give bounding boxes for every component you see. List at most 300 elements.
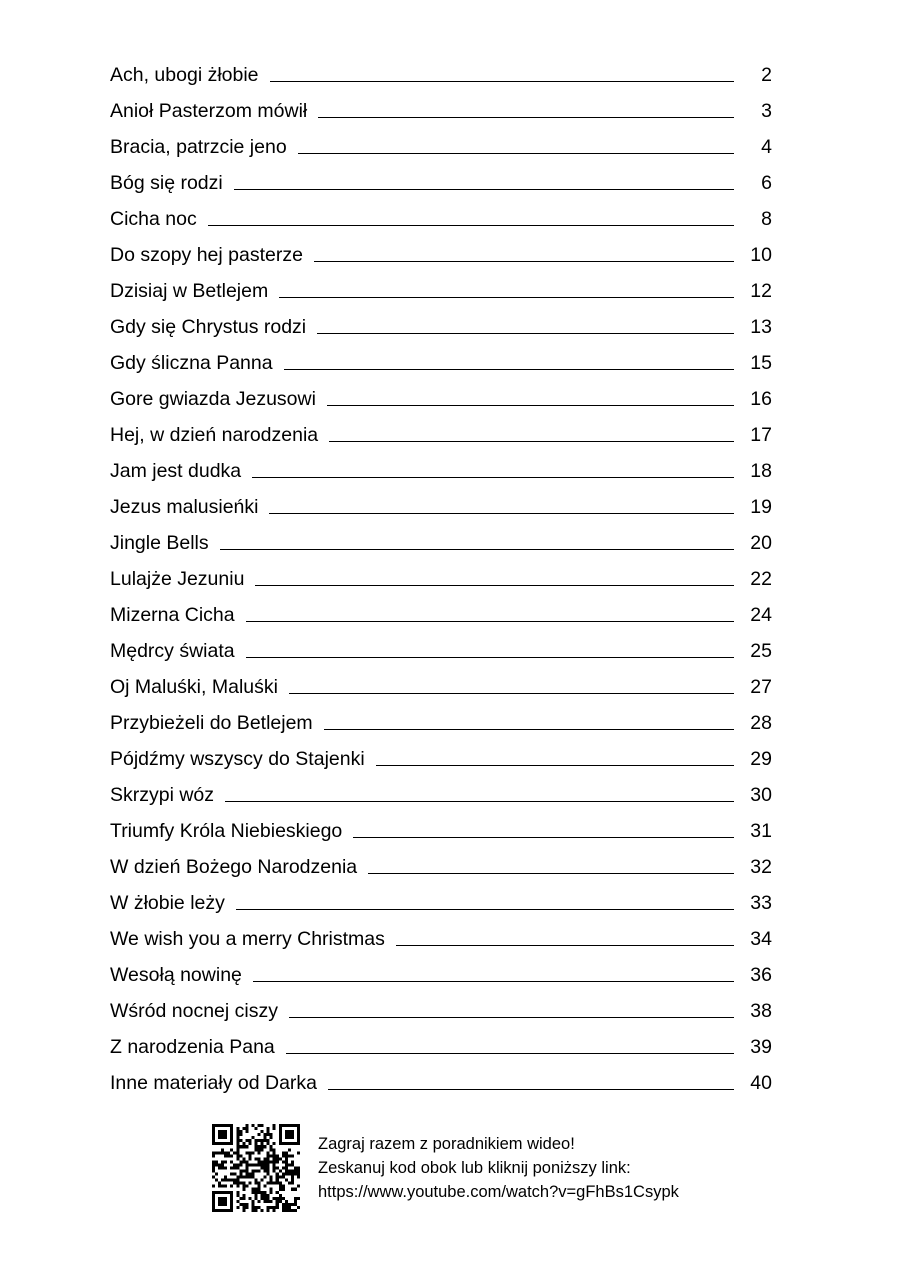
toc-entry[interactable] (110, 954, 772, 990)
qr-module (288, 1142, 291, 1145)
toc-entry-page: 33 (750, 891, 772, 914)
qr-module (285, 1209, 288, 1212)
qr-module (236, 1127, 239, 1130)
qr-module (242, 1182, 245, 1185)
qr-module (254, 1197, 257, 1200)
qr-module (221, 1209, 224, 1212)
qr-module (245, 1139, 248, 1142)
qr-module (215, 1142, 218, 1145)
qr-module (270, 1160, 273, 1163)
toc-entry-title: Triumfy Króla Niebieskiego (110, 819, 343, 842)
qr-module (276, 1166, 279, 1169)
qr-module (224, 1160, 227, 1163)
toc-entry[interactable] (110, 126, 772, 162)
qr-module (230, 1142, 233, 1145)
toc-entry[interactable] (110, 486, 772, 522)
qr-module (212, 1133, 215, 1136)
qr-module (224, 1200, 227, 1203)
qr-module (212, 1194, 215, 1197)
qr-module (267, 1170, 270, 1173)
toc-leader-line (396, 945, 734, 946)
qr-module (239, 1197, 242, 1200)
table-of-contents (110, 54, 772, 1098)
qr-module (236, 1151, 239, 1154)
qr-module (291, 1154, 294, 1157)
qr-module (248, 1163, 251, 1166)
qr-module (261, 1209, 264, 1212)
toc-leader-line (225, 801, 734, 802)
qr-module (282, 1166, 285, 1169)
toc-leader-line (368, 873, 734, 874)
qr-module (285, 1173, 288, 1176)
qr-module (221, 1133, 224, 1136)
qr-module (276, 1154, 279, 1157)
qr-module (233, 1173, 236, 1176)
qr-module (212, 1136, 215, 1139)
qr-module (282, 1197, 285, 1200)
qr-module (218, 1124, 221, 1127)
qr-module (254, 1182, 257, 1185)
toc-entry-title: Z narodzenia Pana (110, 1035, 275, 1058)
qr-module (236, 1176, 239, 1179)
qr-module (218, 1142, 221, 1145)
qr-module (227, 1142, 230, 1145)
qr-module (242, 1197, 245, 1200)
qr-module (224, 1136, 227, 1139)
toc-entry-title: Jingle Bells (110, 531, 209, 554)
qr-module (273, 1197, 276, 1200)
qr-module (279, 1157, 282, 1160)
qr-module (273, 1151, 276, 1154)
toc-entry[interactable] (110, 162, 772, 198)
qr-module (264, 1160, 267, 1163)
toc-entry[interactable] (110, 306, 772, 342)
qr-module (267, 1160, 270, 1163)
qr-module (294, 1197, 297, 1200)
qr-module (270, 1179, 273, 1182)
qr-module (279, 1133, 282, 1136)
qr-module (224, 1197, 227, 1200)
toc-entry-page: 30 (750, 783, 772, 806)
qr-module (282, 1154, 285, 1157)
toc-entry-page: 29 (750, 747, 772, 770)
qr-module (267, 1154, 270, 1157)
qr-module (236, 1133, 239, 1136)
qr-module (239, 1182, 242, 1185)
qr-module (218, 1203, 221, 1206)
qr-module (282, 1151, 285, 1154)
qr-module (215, 1209, 218, 1212)
qr-module (224, 1179, 227, 1182)
qr-module (261, 1145, 264, 1148)
qr-module (258, 1145, 261, 1148)
qr-module (273, 1182, 276, 1185)
qr-module (221, 1160, 224, 1163)
qr-module (267, 1127, 270, 1130)
qr-module (245, 1130, 248, 1133)
qr-module (285, 1157, 288, 1160)
toc-entry[interactable] (110, 702, 772, 738)
toc-entry[interactable] (110, 234, 772, 270)
qr-module (261, 1179, 264, 1182)
qr-module (227, 1191, 230, 1194)
qr-module (288, 1124, 291, 1127)
toc-entry[interactable] (110, 666, 772, 702)
qr-module (224, 1166, 227, 1169)
qr-module (230, 1130, 233, 1133)
qr-module (236, 1139, 239, 1142)
promo-text (318, 1124, 679, 1212)
toc-leader-line (236, 909, 734, 910)
qr-module (212, 1151, 215, 1154)
qr-module (242, 1176, 245, 1179)
qr-module (273, 1154, 276, 1157)
qr-module (236, 1163, 239, 1166)
qr-module (215, 1173, 218, 1176)
qr-module (227, 1124, 230, 1127)
qr-module (285, 1170, 288, 1173)
toc-entry[interactable] (110, 198, 772, 234)
qr-module (276, 1179, 279, 1182)
qr-module (212, 1197, 215, 1200)
toc-leader-line (289, 693, 734, 694)
qr-module (251, 1151, 254, 1154)
qr-module (236, 1142, 239, 1145)
qr-module (276, 1173, 279, 1176)
qr-module (270, 1145, 273, 1148)
qr-module (254, 1163, 257, 1166)
toc-leader-line (279, 297, 734, 298)
qr-module (273, 1142, 276, 1145)
qr-module (248, 1197, 251, 1200)
toc-entry-page: 38 (750, 999, 772, 1022)
qr-module (297, 1170, 300, 1173)
qr-module (236, 1206, 239, 1209)
qr-module (279, 1130, 282, 1133)
qr-module (254, 1206, 257, 1209)
qr-module (285, 1206, 288, 1209)
toc-entry-page: 34 (750, 927, 772, 950)
qr-module (261, 1139, 264, 1142)
qr-module (294, 1203, 297, 1206)
qr-module (267, 1157, 270, 1160)
qr-module (224, 1203, 227, 1206)
toc-entry[interactable] (110, 990, 772, 1026)
toc-leader-line (353, 837, 734, 838)
qr-module (291, 1182, 294, 1185)
qr-module (254, 1188, 257, 1191)
qr-module (276, 1206, 279, 1209)
qr-module (267, 1151, 270, 1154)
qr-module (291, 1160, 294, 1163)
qr-module (282, 1206, 285, 1209)
qr-module (239, 1154, 242, 1157)
qr-module (267, 1197, 270, 1200)
qr-module (254, 1194, 257, 1197)
qr-module (258, 1188, 261, 1191)
qr-module (264, 1200, 267, 1203)
toc-entry-page: 13 (750, 315, 772, 338)
qr-module (230, 1185, 233, 1188)
qr-module (227, 1154, 230, 1157)
qr-module (245, 1127, 248, 1130)
qr-module (212, 1203, 215, 1206)
qr-module (242, 1160, 245, 1163)
toc-entry[interactable] (110, 810, 772, 846)
toc-entry[interactable] (110, 270, 772, 306)
qr-module (221, 1185, 224, 1188)
qr-module (212, 1209, 215, 1212)
qr-module (297, 1133, 300, 1136)
qr-module (273, 1127, 276, 1130)
qr-module (212, 1124, 215, 1127)
qr-module (245, 1176, 248, 1179)
qr-module (273, 1206, 276, 1209)
qr-module (230, 1209, 233, 1212)
qr-module (251, 1173, 254, 1176)
toc-entry-title: Gdy śliczna Panna (110, 351, 273, 374)
qr-module (221, 1163, 224, 1166)
qr-module (267, 1173, 270, 1176)
qr-module (236, 1136, 239, 1139)
toc-entry[interactable] (110, 378, 772, 414)
toc-entry-title: Jezus malusieńki (110, 495, 259, 518)
qr-module (221, 1197, 224, 1200)
qr-module (239, 1170, 242, 1173)
qr-module (285, 1200, 288, 1203)
qr-module (264, 1136, 267, 1139)
qr-module (242, 1206, 245, 1209)
qr-module (294, 1166, 297, 1169)
qr-module (279, 1197, 282, 1200)
qr-module (224, 1176, 227, 1179)
toc-leader-line (317, 333, 734, 334)
toc-entry-page: 19 (750, 495, 772, 518)
toc-entry[interactable] (110, 414, 772, 450)
qr-module (294, 1170, 297, 1173)
qr-module (267, 1209, 270, 1212)
qr-module (258, 1170, 261, 1173)
toc-leader-line (298, 153, 734, 154)
qr-module (248, 1176, 251, 1179)
qr-module (221, 1166, 224, 1169)
qr-module (288, 1148, 291, 1151)
qr-module (294, 1209, 297, 1212)
qr-module (251, 1163, 254, 1166)
qr-module (270, 1200, 273, 1203)
qr-module (236, 1185, 239, 1188)
qr-module (288, 1130, 291, 1133)
qr-module (230, 1160, 233, 1163)
qr-module (297, 1130, 300, 1133)
qr-module (254, 1209, 257, 1212)
toc-entry-page: 22 (750, 567, 772, 590)
toc-entry[interactable] (110, 54, 772, 90)
qr-module (212, 1160, 215, 1163)
toc-entry[interactable] (110, 918, 772, 954)
qr-module (285, 1142, 288, 1145)
qr-module (215, 1179, 218, 1182)
qr-module (212, 1191, 215, 1194)
qr-module (251, 1206, 254, 1209)
qr-module (282, 1173, 285, 1176)
qr-module (251, 1136, 254, 1139)
qr-module (279, 1170, 282, 1173)
qr-module (258, 1133, 261, 1136)
toc-leader-line (220, 549, 734, 550)
qr-module (224, 1130, 227, 1133)
toc-entry-title: Inne materiały od Darka (110, 1071, 318, 1094)
qr-module (236, 1166, 239, 1169)
toc-entry-title: Skrzypi wóz (110, 783, 215, 806)
qr-module (276, 1191, 279, 1194)
qr-module (285, 1203, 288, 1206)
qr-module (288, 1203, 291, 1206)
qr-module (264, 1139, 267, 1142)
qr-module (230, 1179, 233, 1182)
qr-module (270, 1188, 273, 1191)
qr-module (236, 1154, 239, 1157)
qr-module (212, 1130, 215, 1133)
toc-entry-title: Bóg się rodzi (110, 171, 223, 194)
toc-entry[interactable] (110, 882, 772, 918)
qr-module (224, 1142, 227, 1145)
toc-entry[interactable] (110, 774, 772, 810)
qr-module (236, 1157, 239, 1160)
qr-module (218, 1133, 221, 1136)
qr-module (258, 1182, 261, 1185)
qr-module (285, 1154, 288, 1157)
qr-module (242, 1142, 245, 1145)
qr-module (233, 1166, 236, 1169)
toc-entry[interactable] (110, 450, 772, 486)
toc-entry-title: Anioł Pasterzom mówił (110, 99, 308, 122)
qr-module (212, 1200, 215, 1203)
qr-module (258, 1191, 261, 1194)
toc-entry-page: 2 (761, 63, 772, 86)
qr-module (239, 1203, 242, 1206)
qr-module (261, 1194, 264, 1197)
qr-module (230, 1148, 233, 1151)
qr-module (230, 1166, 233, 1169)
toc-entry[interactable] (110, 342, 772, 378)
toc-entry-title: Dzisiaj w Betlejem (110, 279, 269, 302)
toc-entry[interactable] (110, 1026, 772, 1062)
qr-module (245, 1173, 248, 1176)
toc-entry[interactable] (110, 738, 772, 774)
qr-module (236, 1194, 239, 1197)
qr-module (291, 1133, 294, 1136)
qr-module (215, 1160, 218, 1163)
toc-entry[interactable] (110, 90, 772, 126)
toc-entry-page: 32 (750, 855, 772, 878)
qr-module (297, 1151, 300, 1154)
qr-module (270, 1148, 273, 1151)
qr-module (297, 1124, 300, 1127)
qr-module (239, 1160, 242, 1163)
qr-module (282, 1176, 285, 1179)
qr-module (258, 1206, 261, 1209)
qr-module (258, 1163, 261, 1166)
qr-module (212, 1163, 215, 1166)
toc-entry-page: 28 (750, 711, 772, 734)
qr-module (264, 1133, 267, 1136)
qr-module (218, 1151, 221, 1154)
qr-module (218, 1136, 221, 1139)
qr-module (239, 1173, 242, 1176)
qr-module (218, 1182, 221, 1185)
qr-module (251, 1188, 254, 1191)
qr-module (288, 1206, 291, 1209)
toc-entry-page: 8 (761, 207, 772, 230)
qr-module (294, 1142, 297, 1145)
toc-leader-line (284, 369, 734, 370)
qr-module (294, 1200, 297, 1203)
toc-entry-title: Wśród nocnej ciszy (110, 999, 278, 1022)
promo-line-2: Zeskanuj kod obok lub kliknij poniższy link: (318, 1159, 631, 1177)
qr-module (258, 1151, 261, 1154)
qr-module (230, 1200, 233, 1203)
qr-module (279, 1139, 282, 1142)
qr-module (282, 1160, 285, 1163)
qr-module (236, 1145, 239, 1148)
qr-module (270, 1136, 273, 1139)
qr-module (212, 1154, 215, 1157)
toc-entry-page: 25 (750, 639, 772, 662)
qr-module (218, 1191, 221, 1194)
qr-module (221, 1200, 224, 1203)
toc-entry[interactable] (110, 1062, 772, 1098)
qr-module (282, 1188, 285, 1191)
toc-entry-title: W żłobie leży (110, 891, 225, 914)
qr-module (230, 1206, 233, 1209)
qr-module (224, 1133, 227, 1136)
video-link[interactable]: https://www.youtube.com/watch?v=gFhBs1Csypk (318, 1183, 679, 1201)
qr-module (264, 1197, 267, 1200)
toc-entry[interactable] (110, 594, 772, 630)
qr-module (264, 1170, 267, 1173)
qr-module (248, 1154, 251, 1157)
toc-entry[interactable] (110, 630, 772, 666)
toc-entry-page: 17 (750, 423, 772, 446)
toc-entry[interactable] (110, 846, 772, 882)
qr-module (291, 1188, 294, 1191)
qr-module (239, 1145, 242, 1148)
qr-module (221, 1130, 224, 1133)
qr-module (264, 1185, 267, 1188)
qr-module (297, 1127, 300, 1130)
qr-module (254, 1139, 257, 1142)
toc-entry-page: 24 (750, 603, 772, 626)
toc-entry-title: Przybieżeli do Betlejem (110, 711, 313, 734)
toc-entry[interactable] (110, 522, 772, 558)
qr-module (282, 1142, 285, 1145)
qr-module (230, 1133, 233, 1136)
qr-module (215, 1163, 218, 1166)
qr-module (264, 1191, 267, 1194)
qr-module (245, 1206, 248, 1209)
toc-leader-line (255, 585, 734, 586)
toc-entry-page: 4 (761, 135, 772, 158)
qr-module (285, 1160, 288, 1163)
qr-module (261, 1130, 264, 1133)
toc-leader-line (252, 477, 734, 478)
qr-code-icon[interactable] (212, 1124, 300, 1212)
qr-module (230, 1203, 233, 1206)
toc-entry[interactable] (110, 558, 772, 594)
qr-module (251, 1170, 254, 1173)
toc-entry-title: Mizerna Cicha (110, 603, 235, 626)
